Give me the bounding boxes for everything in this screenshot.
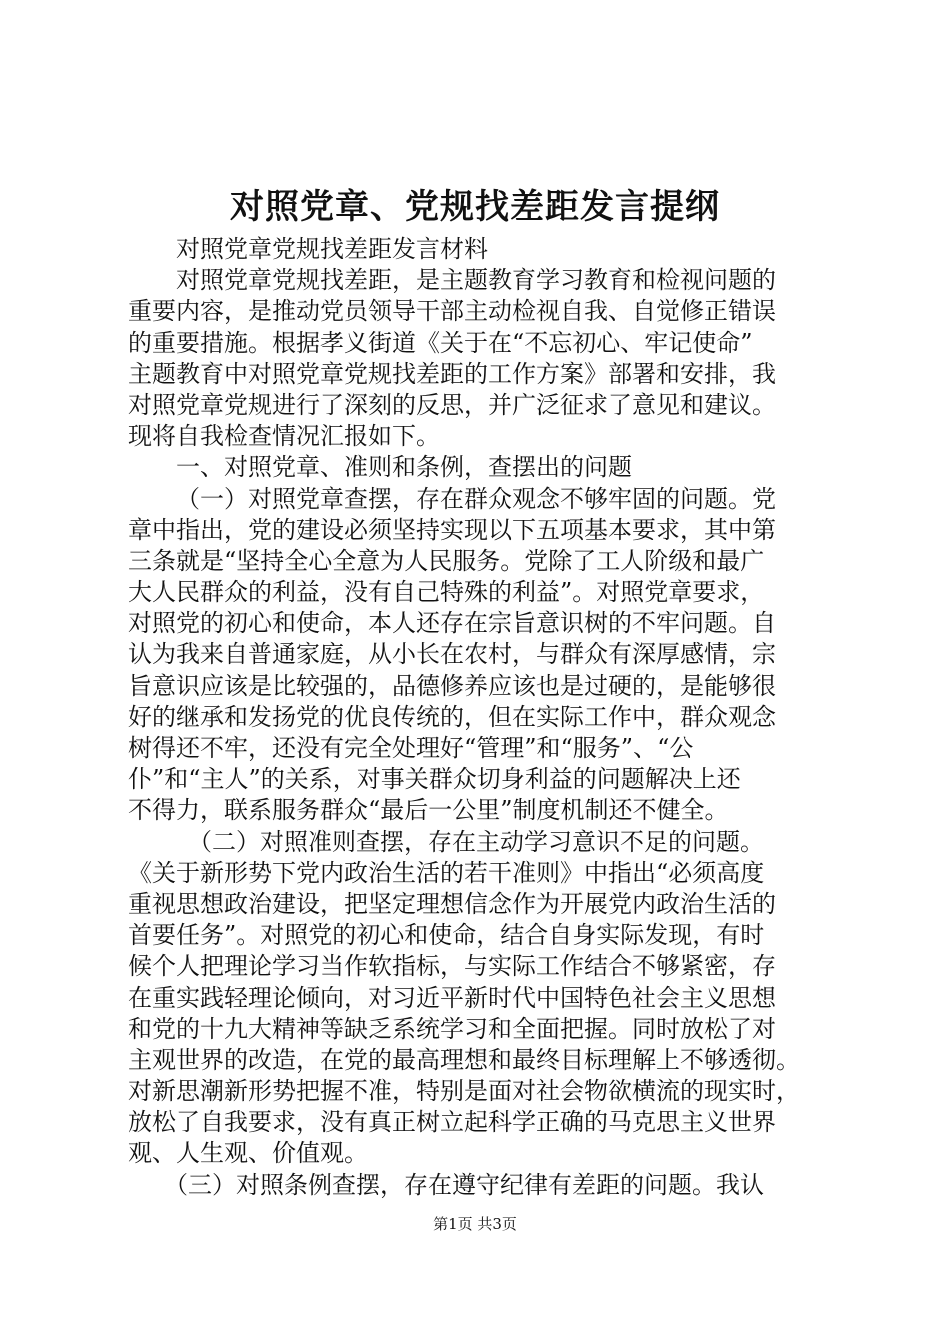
text-line: 大人民群众的利益，没有自己特殊的利益”。对照党章要求， (128, 578, 765, 607)
text-line: 对照党章党规找差距，是主题教育学习教育和检视问题的 (176, 266, 776, 295)
text-line: （二）对照准则查摆，存在主动学习意识不足的问题。 (188, 827, 764, 856)
text-line: 对新思潮新形势把握不准，特别是面对社会物欲横流的现实时， (128, 1077, 800, 1106)
text-line: 对照党章党规找差距发言材料 (176, 235, 488, 263)
document-title: 对照党章、党规找差距发言提纲 (230, 187, 720, 227)
text-line: 主题教育中对照党章党规找差距的工作方案》部署和安排，我 (128, 359, 776, 388)
text-line: 好的继承和发扬党的优良传统的，但在实际工作中，群众观念 (128, 702, 776, 731)
text-line: 候个人把理论学习当作软指标，与实际工作结合不够紧密，存 (128, 952, 776, 981)
text-line: （一）对照党章查摆，存在群众观念不够牢固的问题。党 (176, 484, 776, 513)
text-line: 放松了自我要求，没有真正树立起科学正确的马克思主义世界 (128, 1108, 776, 1137)
text-line: 和党的十九大精神等缺乏系统学习和全面把握。同时放松了对 (128, 1014, 776, 1043)
text-line: 不得力，联系服务群众“最后一公里”制度机制还不健全。 (128, 796, 729, 825)
text-line: 旨意识应该是比较强的，品德修养应该也是过硬的，是能够很 (128, 671, 776, 700)
page-footer: 第1页 共3页 (433, 1215, 517, 1233)
text-line: 树得还不牢，还没有完全处理好“管理”和“服务”、“公 (128, 734, 694, 762)
text-line: 在重实践轻理论倾向，对习近平新时代中国特色社会主义思想 (128, 983, 776, 1012)
text-line: 章中指出，党的建设必须坚持实现以下五项基本要求，其中第 (128, 515, 776, 544)
text-line: 认为我来自普通家庭，从小长在农村，与群众有深厚感情，宗 (128, 640, 776, 669)
text-line: 重视思想政治建设，把坚定理想信念作为开展党内政治生活的 (128, 889, 776, 918)
text-line: 观、人生观、价值观。 (128, 1139, 368, 1168)
text-line: 一、对照党章、准则和条例，查摆出的问题 (176, 453, 632, 482)
text-line: 仆”和“主人”的关系，对事关群众切身利益的问题解决上还 (128, 765, 741, 794)
text-line: 首要任务”。对照党的初心和使命，结合自身实际发现，有时 (128, 921, 765, 950)
text-line: 对照党章党规进行了深刻的反思，并广泛征求了意见和建议。 (128, 390, 776, 419)
text-line: （三）对照条例查摆，存在遵守纪律有差距的问题。我认 (164, 1170, 764, 1199)
text-line: 重要内容，是推动党员领导干部主动检视自我、自觉修正错误 (128, 297, 776, 326)
text-line: 三条就是“坚持全心全意为人民服务。党除了工人阶级和最广 (128, 546, 765, 575)
text-line: 主观世界的改造，在党的最高理想和最终目标理解上不够透彻。 (128, 1045, 800, 1074)
text-line: 现将自我检查情况汇报如下。 (128, 422, 440, 451)
text-line: 的重要措施。根据孝义街道《关于在“不忘初心、牢记使命” (128, 328, 753, 357)
text-line: 对照党的初心和使命，本人还存在宗旨意识树的不牢问题。自 (128, 609, 776, 638)
document-body (128, 234, 858, 1201)
text-line: 《关于新形势下党内政治生活的若干准则》中指出“必须高度 (128, 858, 765, 887)
